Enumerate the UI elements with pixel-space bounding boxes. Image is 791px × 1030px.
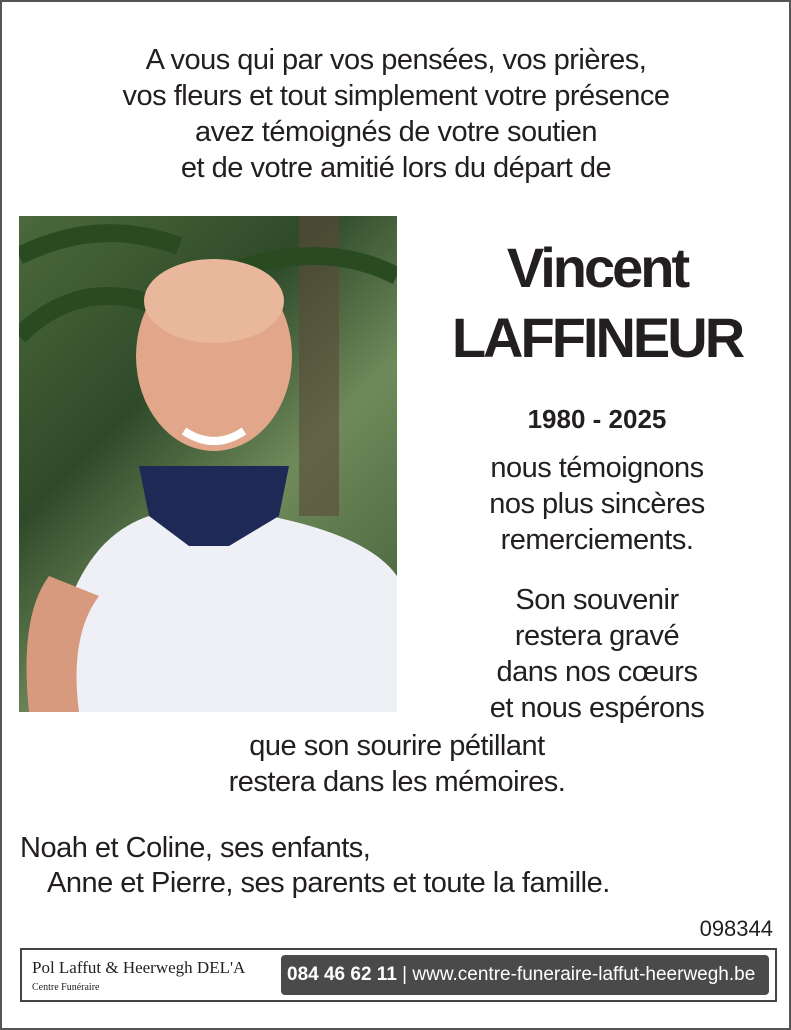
phone-number: 084 46 62 11 [287,964,397,985]
first-name: Vincent [506,236,688,299]
intro-text [123,42,670,186]
contact-bar [281,955,769,995]
memory-line: dans nos cœurs [496,656,698,688]
memory-line: que son sourire pétillant [249,730,545,762]
intro-line: A vous qui par vos pensées, vos prières, [145,44,647,76]
memory-continued [229,728,566,800]
reference-number: 098344 [699,916,773,941]
family-line-children: Noah et Coline, ses enfants, [20,832,371,864]
memory-line: restera dans les mémoires. [228,766,566,798]
family-line-parents: Anne et Pierre, ses parents et toute la famille. [47,867,610,899]
thanks-line: nous témoignons [490,452,704,484]
website-link[interactable]: www.centre-funeraire-laffut-heerwegh.be [412,964,756,985]
intro-line: avez témoignés de votre soutien [194,116,598,148]
funeral-home-name: Pol Laffut & Heerwegh DEL'A [32,958,246,977]
memory-text [490,582,704,726]
last-name: LAFFINEUR [451,306,743,369]
intro-line: et de votre amitié lors du départ de [180,152,612,184]
memory-line: restera gravé [514,620,680,652]
life-years: 1980 - 2025 [527,404,667,434]
portrait-photo [19,216,397,712]
intro-line: vos fleurs et tout simplement votre présence [122,80,670,112]
thanks-text [489,450,705,558]
memory-line: Son souvenir [515,584,679,616]
memory-line: et nous espérons [489,692,705,724]
separator: | [402,964,408,985]
thanks-line: remerciements. [500,524,694,556]
thanks-line: nos plus sincères [489,488,705,520]
funeral-home-subtitle: Centre Funéraire [32,982,100,993]
funeral-home-banner [20,948,777,1002]
